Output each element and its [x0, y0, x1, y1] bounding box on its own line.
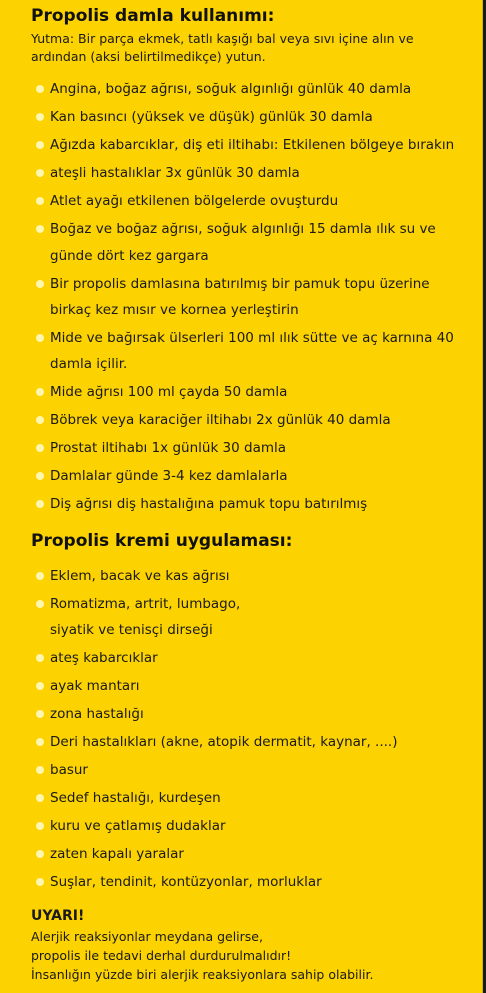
content-panel: Propolis damla kullanımı: Yutma: Bir parça ekmek, tatlı kaşığı bal veya sıvı içine alın ve ardından (aksi belirtilmedikçe) yutun. Angina, boğaz ağrısı, soğuk algınlığı günlük 40 damla Kan basıncı (yüksek ve düşük) günlük 30 damla Ağızda kabarcıklar, diş eti iltihabı: Etkilenen bölgeye bırakın ateşli hastalıklar 3x günlük 30 damla Atlet ayağı etkilenen bölgelerde ovuşturdu Boğaz ve boğaz ağrısı, soğuk algınlığı 15 damla ılık su ve günde dört kez gargara Bir propolis damlasına batırılmış bir pamuk topu üzerine birkaç kez mısır ve kornea yerleştirin Mide ve bağırsak ülserleri 100 ml ılık sütte ve aç karnına 40 damla içilir. Mide ağrısı 100 ml çayda 50 damla Böbrek veya karaciğer iltihabı 2x günlük 40 damla Prostat iltihabı 1x günlük 30 damla Damlalar günde 3-4 kez damlalarla Diş ağrısı diş hastalığına pamuk topu batırılmış Propolis kremi uygulaması: Eklem, bacak ve kas ağrısı Romatizma, artrit, lumbago, siyatik ve tenisçi dirseği ateş kabarcıklar ayak mantarı zona hastalığı Deri hastalıkları (akne, atopik dermatit, kaynar, ....) basur Sedef hastalığı, kurdeşen kuru ve çatlamış dudaklar zaten kapalı yaralar Suşlar, tendinit, kontüzyonlar, morluklar UYARI! Alerjik reaksiyonlar meydana gelirse, propolis ile tedavi derhal durdurulmalıdır! İnsanlığın yüzde biri alerjik reaksiyonlara sahip olabilir. [0, 0, 483, 993]
intro-text-line-2: ardından (aksi belirtilmedikçe) yutun. [31, 49, 266, 64]
bullet-icon [36, 113, 44, 121]
bullet-icon [36, 280, 44, 288]
bullet-icon [36, 169, 44, 177]
warning-line: İnsanlığın yüzde biri alerjik reaksiyonlara sahip olabilir. [31, 967, 374, 982]
section-title-drops: Propolis damla kullanımı: [31, 6, 275, 26]
section-title-cream: Propolis kremi uygulaması: [31, 531, 293, 551]
warning-line: propolis ile tedavi derhal durdurulmalıdır! [31, 948, 292, 963]
list-item-continuation: birkaç kez mısır ve kornea yerleştirin [50, 302, 299, 318]
bullet-icon [36, 682, 44, 690]
bullet-icon [36, 141, 44, 149]
bullet-icon [36, 388, 44, 396]
bullet-icon [36, 334, 44, 342]
list-item-continuation: damla içilir. [50, 356, 128, 372]
list-item-continuation: siyatik ve tenisçi dirseği [50, 622, 213, 638]
bullet-icon [36, 600, 44, 608]
bullet-icon [36, 766, 44, 774]
bullet-icon [36, 197, 44, 205]
intro-text-line-1: Yutma: Bir parça ekmek, tatlı kaşığı bal veya sıvı içine alın ve [31, 31, 414, 46]
bullet-icon [36, 878, 44, 886]
bullet-icon [36, 225, 44, 233]
bullet-icon [36, 416, 44, 424]
bullet-icon [36, 472, 44, 480]
bullet-icon [36, 738, 44, 746]
bullet-icon [36, 710, 44, 718]
bullet-icon [36, 500, 44, 508]
list-item-continuation: günde dört kez gargara [50, 248, 209, 264]
bullet-icon [36, 850, 44, 858]
bullet-icon [36, 654, 44, 662]
bullet-icon [36, 794, 44, 802]
bullet-icon [36, 85, 44, 93]
bullet-icon [36, 572, 44, 580]
warning-line: Alerjik reaksiyonlar meydana gelirse, [31, 929, 263, 944]
warning-title: UYARI! [31, 908, 85, 924]
bullet-icon [36, 822, 44, 830]
bullet-icon [36, 444, 44, 452]
